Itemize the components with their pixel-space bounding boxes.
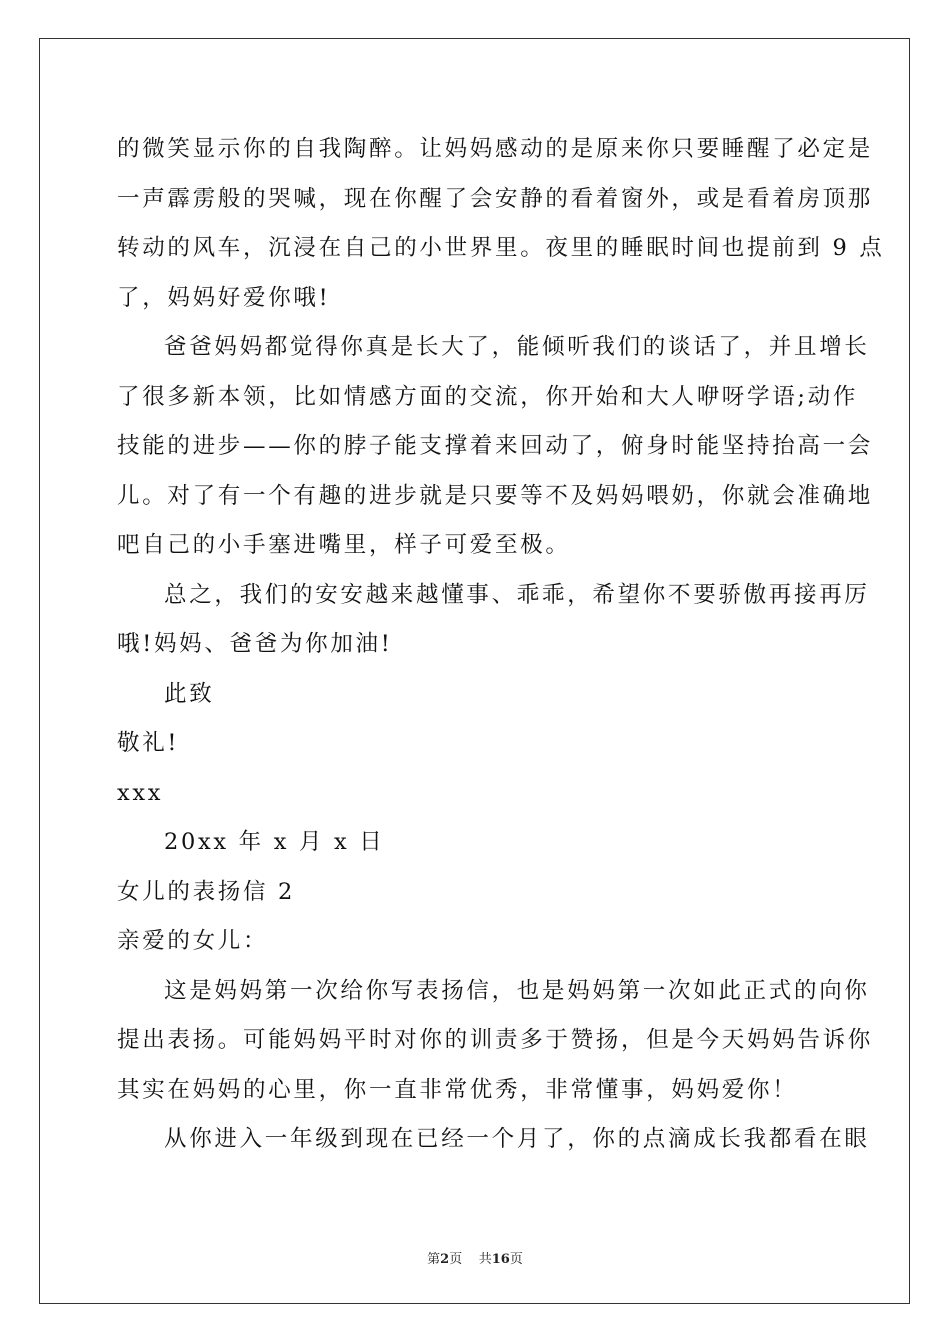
text-line: 技能的进步——你的脖子能支撑着来回动了，俯身时能坚持抬高一会 — [117, 433, 874, 459]
text-line: 了很多新本领，比如情感方面的交流，你开始和大人咿呀学语;动作 — [117, 383, 859, 410]
text-line: 哦!妈妈、爸爸为你加油! — [117, 631, 393, 657]
section-title: 女儿的表扬信 2 — [117, 878, 296, 905]
page-number: 2 — [440, 1252, 450, 1267]
text-line: 了，妈妈好爱你哦! — [117, 284, 331, 311]
closing-phrase: 此致 — [164, 680, 215, 707]
salutation-closing: 敬礼! — [117, 730, 180, 756]
page-prefix: 第 — [427, 1252, 441, 1267]
paragraph-start: 爸爸妈妈都觉得你真是长大了，能倾听我们的谈话了，并且增长 — [164, 334, 870, 360]
signature: xxx — [117, 779, 164, 806]
paragraph-start: 从你进入一年级到现在已经一个月了，你的点滴成长我都看在眼 — [164, 1126, 870, 1152]
paragraph-start: 总之，我们的安安越来越懂事、乖乖，希望你不要骄傲再接再厉 — [164, 581, 870, 608]
text-line: 儿。对了有一个有趣的进步就是只要等不及妈妈喂奶，你就会准确地 — [117, 482, 874, 509]
text-line: 一声霹雳般的哭喊，现在你醒了会安静的看着窗外，或是看着房顶那 — [117, 185, 874, 212]
text-line: 提出表扬。可能妈妈平时对你的训责多于赞扬，但是今天妈妈告诉你 — [117, 1027, 874, 1053]
total-suffix: 页 — [509, 1252, 523, 1267]
page-footer — [0, 1248, 950, 1267]
paragraph-start: 这是妈妈第一次给你写表扬信，也是妈妈第一次如此正式的向你 — [164, 977, 870, 1004]
text-line: 的微笑显示你的自我陶醉。让妈妈感动的是原来你只要睡醒了必定是 — [117, 136, 874, 162]
text-line: 其实在妈妈的心里，你一直非常优秀，非常懂事，妈妈爱你！ — [117, 1076, 798, 1103]
text-line: 吧自己的小手塞进嘴里，样子可爱至极。 — [117, 532, 571, 558]
document-body — [117, 125, 885, 1165]
greeting: 亲爱的女儿： — [117, 928, 269, 954]
date-line: 20xx 年 x 月 x 日 — [164, 829, 385, 855]
text-line: 转动的风车，沉浸在自己的小世界里。夜里的睡眠时间也提前到 9 点 — [117, 235, 885, 261]
total-prefix: 共 — [478, 1252, 492, 1267]
total-pages: 16 — [491, 1252, 510, 1267]
page-suffix: 页 — [449, 1252, 463, 1267]
